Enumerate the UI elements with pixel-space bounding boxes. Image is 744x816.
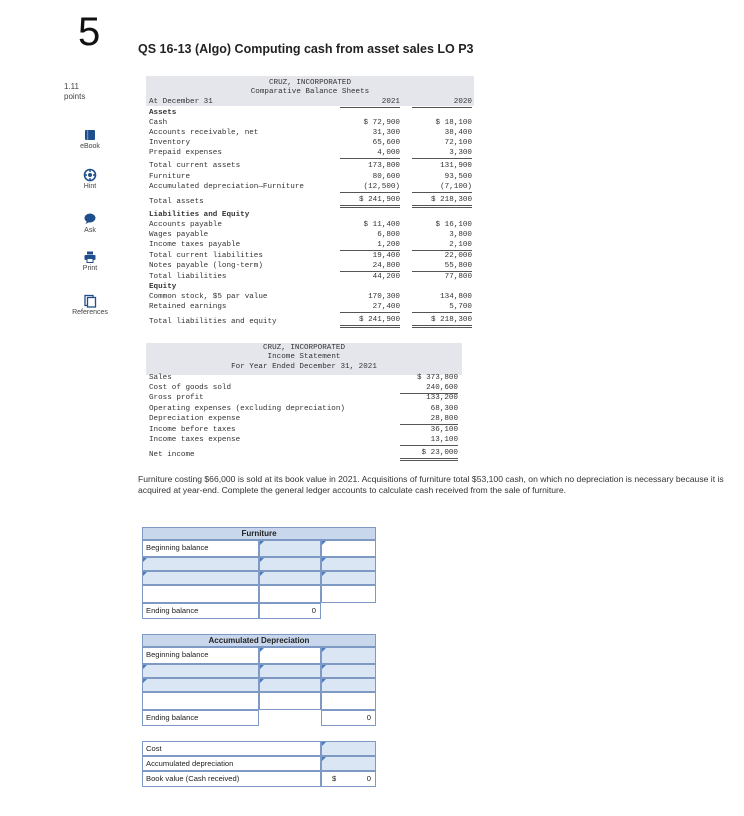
sidebar-item-ask[interactable] bbox=[60, 212, 120, 234]
furniture-blank-row bbox=[259, 585, 321, 603]
furniture-entry-label-input[interactable] bbox=[142, 571, 259, 585]
bs-assets-heading: Assets bbox=[149, 109, 177, 117]
is-row-value: 28,800 bbox=[400, 415, 458, 425]
is-row-label: Cost of goods sold bbox=[149, 384, 232, 392]
bs-row-label: Total liabilities bbox=[149, 273, 227, 281]
is-row-label: Depreciation expense bbox=[149, 415, 241, 423]
accum-entry-label-input[interactable] bbox=[142, 664, 259, 678]
bs-row-value: 1,200 bbox=[340, 241, 400, 251]
bs-row-label: Retained earnings bbox=[149, 303, 227, 311]
bs-row-value: $ 218,300 bbox=[412, 196, 472, 208]
furniture-entry-credit-input[interactable] bbox=[321, 571, 376, 585]
bs-row-value: 173,800 bbox=[368, 162, 400, 170]
accum-entry-credit-input[interactable] bbox=[321, 678, 376, 692]
furniture-entry-debit-input[interactable] bbox=[259, 571, 321, 585]
bs-col-2020: 2020 bbox=[412, 98, 472, 108]
furniture-beginning-credit-input[interactable] bbox=[321, 540, 376, 557]
bs-row-value: 24,800 bbox=[340, 262, 400, 272]
sidebar-item-label: Hint bbox=[83, 183, 97, 190]
bs-row-label: Income taxes payable bbox=[149, 241, 241, 249]
furniture-ending-label: Ending balance bbox=[142, 603, 259, 619]
bs-row-value: 134,800 bbox=[440, 293, 472, 301]
accum-entry-debit-input[interactable] bbox=[259, 678, 321, 692]
bs-row-value: 31,300 bbox=[372, 129, 400, 137]
question-title: QS 16-13 (Algo) Computing cash from asset sales LO P3 bbox=[138, 42, 474, 56]
bs-row-value: 44,200 bbox=[372, 273, 400, 281]
accum-beginning-debit-input[interactable] bbox=[259, 647, 321, 664]
sidebar-item-print[interactable] bbox=[60, 250, 120, 272]
accum-entry-label-input[interactable] bbox=[142, 678, 259, 692]
bs-row-value: $ 18,100 bbox=[435, 119, 472, 127]
accum-entry-credit-input[interactable] bbox=[321, 664, 376, 678]
points-label: points bbox=[64, 92, 86, 101]
bs-liab-heading: Liabilities and Equity bbox=[149, 211, 250, 219]
is-period: For Year Ended December 31, 2021 bbox=[231, 363, 377, 371]
is-row-value: $ 23,000 bbox=[400, 449, 458, 461]
bs-row-value: 93,500 bbox=[444, 173, 472, 181]
bs-row-value: 131,900 bbox=[440, 162, 472, 170]
bs-row-label: Wages payable bbox=[149, 231, 209, 239]
bs-row-value: 80,600 bbox=[372, 173, 400, 181]
bs-row-value: $ 16,100 bbox=[435, 221, 472, 229]
bs-row-label: Prepaid expenses bbox=[149, 149, 222, 157]
bs-row-label: Accumulated depreciation—Furniture bbox=[149, 183, 304, 191]
bs-company: CRUZ, INCORPORATED bbox=[268, 79, 352, 87]
furniture-ending-value: 0 bbox=[259, 603, 321, 619]
furniture-blank-row bbox=[142, 585, 259, 603]
bs-row-value: 6,800 bbox=[377, 231, 400, 239]
bs-row-value: 72,100 bbox=[444, 139, 472, 147]
accum-blank-row bbox=[259, 692, 321, 710]
bs-row-value: $ 11,400 bbox=[363, 221, 400, 229]
is-row-value: 133,200 bbox=[426, 394, 458, 402]
bs-row-value: 4,000 bbox=[340, 149, 400, 159]
furniture-ending-blank bbox=[321, 603, 376, 619]
furniture-entry-label-input[interactable] bbox=[142, 557, 259, 571]
bs-date-label: At December 31 bbox=[149, 98, 213, 106]
bs-row-value: $ 72,900 bbox=[363, 119, 400, 127]
is-row-value: 36,100 bbox=[430, 426, 458, 434]
bs-row-value: $ 218,300 bbox=[412, 316, 472, 328]
bs-row-label: Total liabilities and equity bbox=[149, 318, 277, 326]
is-row-label: Income taxes expense bbox=[149, 436, 241, 444]
points-value: 1.11 bbox=[64, 82, 79, 91]
summary-accum-label: Accumulated depreciation bbox=[142, 756, 321, 771]
bs-row-value: 65,600 bbox=[372, 139, 400, 147]
sidebar-item-label: References bbox=[72, 309, 108, 316]
sidebar-item-label: Print bbox=[82, 265, 98, 272]
summary-book-value: 0 bbox=[366, 774, 371, 783]
ask-icon bbox=[83, 212, 97, 226]
sidebar-item-label: Ask bbox=[84, 227, 96, 234]
bs-row-value: 27,400 bbox=[340, 303, 400, 313]
summary-cost-label: Cost bbox=[142, 741, 321, 756]
summary-cost-input[interactable] bbox=[321, 741, 376, 756]
furniture-entry-debit-input[interactable] bbox=[259, 557, 321, 571]
bs-equity-heading: Equity bbox=[149, 283, 177, 291]
sidebar-item-label: eBook bbox=[80, 143, 100, 150]
furniture-entry-credit-input[interactable] bbox=[321, 557, 376, 571]
accum-blank-row bbox=[142, 692, 259, 710]
hint-icon bbox=[83, 168, 97, 182]
is-row-value: $ 373,800 bbox=[416, 374, 458, 382]
bs-row-value: 22,000 bbox=[444, 252, 472, 260]
accum-entry-debit-input[interactable] bbox=[259, 664, 321, 678]
summary-accum-input[interactable] bbox=[321, 756, 376, 771]
is-row-value: 68,300 bbox=[430, 405, 458, 413]
bs-row-label: Total current assets bbox=[149, 162, 241, 170]
summary-book-value-cell bbox=[321, 771, 376, 787]
bs-row-label: Cash bbox=[149, 119, 168, 127]
bs-row-label: Notes payable (long-term) bbox=[149, 262, 263, 270]
bs-row-value: $ 241,900 bbox=[340, 196, 400, 208]
is-row-value: 13,100 bbox=[400, 436, 458, 446]
summary-dollar-sign: $ bbox=[332, 774, 337, 783]
bs-row-value: 55,800 bbox=[412, 262, 472, 272]
sidebar-item-ebook[interactable] bbox=[60, 128, 120, 150]
accum-ending-blank bbox=[259, 710, 321, 726]
summary-book-label: Book value (Cash received) bbox=[142, 771, 321, 787]
book-icon bbox=[83, 128, 97, 142]
bs-title: Comparative Balance Sheets bbox=[250, 88, 370, 96]
accum-beginning-credit-input[interactable] bbox=[321, 647, 376, 664]
furniture-account-title: Furniture bbox=[142, 527, 376, 540]
is-title: Income Statement bbox=[267, 353, 341, 361]
furniture-beginning-debit-input[interactable] bbox=[259, 540, 321, 557]
references-icon bbox=[83, 294, 97, 308]
bs-row-value: 2,100 bbox=[412, 241, 472, 251]
is-row-label: Sales bbox=[149, 374, 172, 382]
bs-row-value: 19,400 bbox=[372, 252, 400, 260]
is-row-label: Operating expenses (excluding depreciation) bbox=[149, 405, 345, 413]
is-row-label: Gross profit bbox=[149, 394, 204, 402]
question-number: 5 bbox=[78, 10, 101, 54]
sidebar-item-references[interactable] bbox=[60, 294, 120, 316]
accum-ending-value: 0 bbox=[321, 710, 376, 726]
sidebar-item-hint[interactable] bbox=[60, 168, 120, 190]
bs-row-label: Furniture bbox=[149, 173, 191, 181]
is-company: CRUZ, INCORPORATED bbox=[262, 344, 346, 352]
bs-row-value: (12,500) bbox=[340, 183, 400, 193]
bs-row-value: 3,300 bbox=[412, 149, 472, 159]
bs-row-label: Accounts receivable, net bbox=[149, 129, 259, 137]
bs-row-value: 77,800 bbox=[444, 273, 472, 281]
bs-row-value: 38,400 bbox=[444, 129, 472, 137]
bs-row-label: Accounts payable bbox=[149, 221, 222, 229]
bs-row-value: (7,100) bbox=[412, 183, 472, 193]
accum-ending-label: Ending balance bbox=[142, 710, 259, 726]
accum-account-title: Accumulated Depreciation bbox=[142, 634, 376, 647]
accum-blank-row bbox=[321, 692, 376, 710]
is-row-label: Net income bbox=[149, 451, 195, 459]
is-row-value: 240,600 bbox=[400, 384, 458, 394]
bs-row-value: 170,300 bbox=[368, 293, 400, 301]
bs-row-label: Inventory bbox=[149, 139, 191, 147]
bs-row-value: $ 241,900 bbox=[340, 316, 400, 328]
problem-paragraph: Furniture costing $66,000 is sold at its book value in 2021. Acquisitions of furniture total $53,100 cash, on which no depreciation is necessary because it is acquired at year-end. Complete the general ledger accounts to calculate cash received from the sale of furniture. bbox=[138, 474, 724, 495]
bs-col-2021: 2021 bbox=[340, 98, 400, 108]
is-row-label: Income before taxes bbox=[149, 426, 236, 434]
bs-row-label: Total current liabilities bbox=[149, 252, 263, 260]
bs-row-label: Total assets bbox=[149, 198, 204, 206]
furniture-blank-row bbox=[321, 585, 376, 603]
print-icon bbox=[83, 250, 97, 264]
furniture-beginning-label: Beginning balance bbox=[142, 540, 259, 557]
accum-beginning-label: Beginning balance bbox=[142, 647, 259, 664]
bs-row-value: 3,800 bbox=[449, 231, 472, 239]
bs-row-value: 5,700 bbox=[412, 303, 472, 313]
bs-row-label: Common stock, $5 par value bbox=[149, 293, 268, 301]
